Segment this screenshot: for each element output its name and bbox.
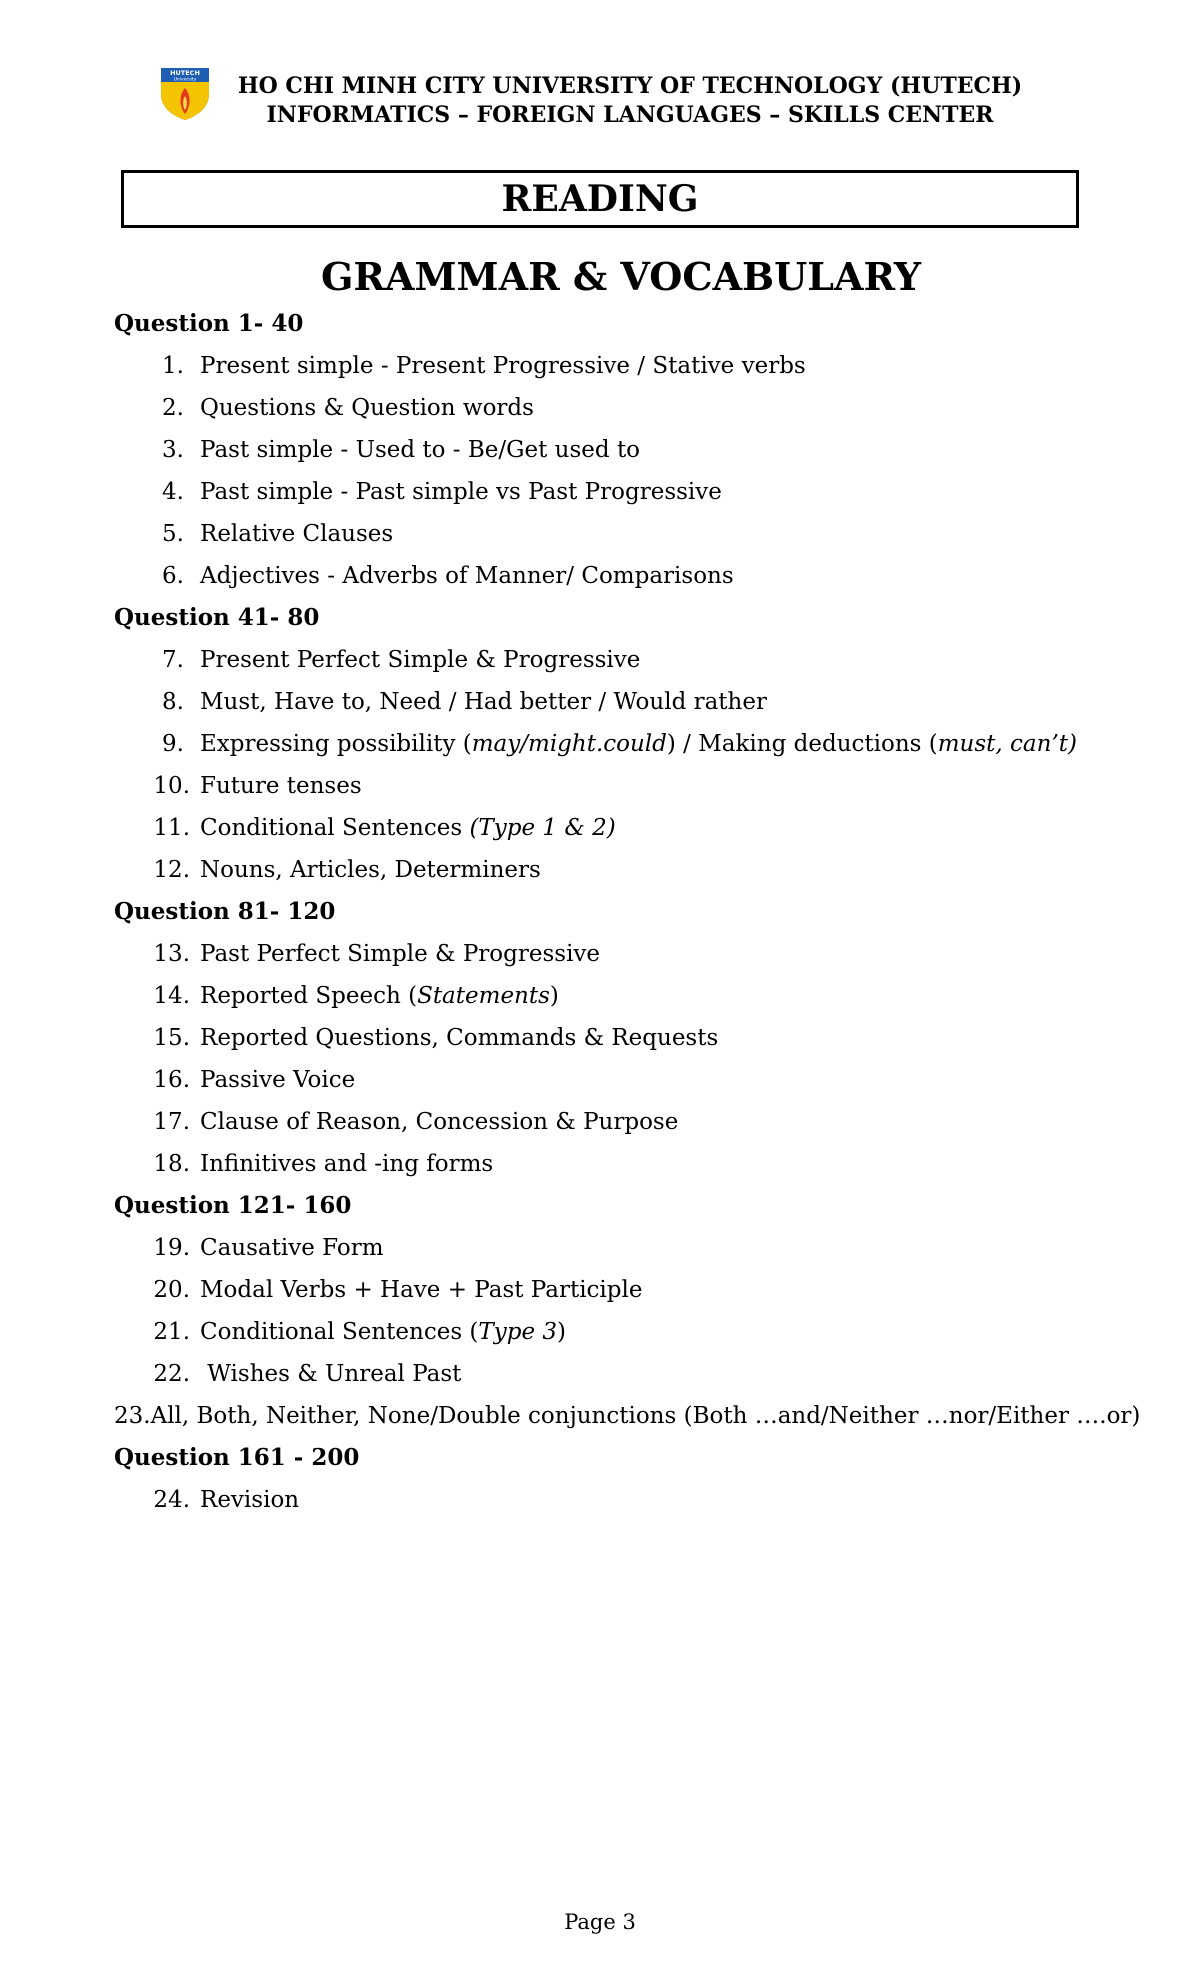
document-header [220,72,1040,130]
section-heading: Question 81- 120 [114,898,336,925]
item-number: 4. [162,479,184,505]
logo-text: HUTECH [170,69,200,77]
list-item [114,1311,1094,1353]
item-number: 20. [153,1277,190,1303]
item-text [200,1311,566,1353]
list-item [114,471,1094,513]
item-number: 7. [162,647,184,673]
item-text-segment: Reported Questions, Commands & Requests [200,1025,719,1051]
item-number: 1. [162,353,184,379]
item-text-segment: Reported Speech ( [200,983,418,1009]
item-number: 8. [162,689,184,715]
header-university: HO CHI MINH CITY UNIVERSITY OF TECHNOLOGY (HUTECH) [237,73,1023,99]
item-text-segment: Revision [200,1487,300,1513]
item-number: 15. [153,1025,190,1051]
section-heading: Question 161 - 200 [114,1444,360,1471]
item-text [200,1353,461,1395]
list-item [114,807,1094,849]
reading-title: READING [501,178,699,220]
item-text [200,345,806,387]
item-text-segment: ) / Making deductions ( [666,731,938,757]
item-number: 16. [153,1067,190,1093]
list-item [114,681,1094,723]
list-item [114,1395,1141,1437]
item-number: 21. [153,1319,190,1345]
list-item [114,555,1094,597]
item-number: 14. [153,983,190,1009]
item-text-segment: Relative Clauses [200,521,394,547]
item-number: 22. [153,1361,190,1387]
item-text-segment: Conditional Sentences ( [200,1319,479,1345]
list-item [114,1101,1094,1143]
item-text [200,681,767,723]
item-number: 24. [153,1487,190,1513]
item-text-segment: Present simple - Present Progressive / Stative verbs [200,353,806,379]
list-item [114,345,1094,387]
item-text [200,1059,355,1101]
main-title: GRAMMAR & VOCABULARY [320,254,922,299]
item-text-segment: ) [557,1319,567,1345]
list-item [114,639,1094,681]
item-text-segment: Past simple - Used to - Be/Get used to [200,437,641,463]
item-text [200,387,534,429]
item-number: 6. [162,563,184,589]
topic-list [114,303,1141,1521]
item-number: 2. [162,395,184,421]
item-text [151,1395,1141,1437]
item-text [200,975,559,1017]
item-number: 18. [153,1151,190,1177]
item-text-segment: ) [549,983,559,1009]
item-text [200,933,600,975]
list-item [114,849,1094,891]
item-number: 11. [153,815,190,841]
section-heading: Question 121- 160 [114,1192,352,1219]
item-text-italic: (Type 1 & 2) [469,815,616,841]
list-item [114,1269,1094,1311]
item-text-italic: Type 3 [478,1319,558,1345]
item-number: 23. [114,1403,151,1429]
page-number: Page 3 [564,1910,636,1934]
section-heading: Question 1- 40 [114,310,304,337]
item-text [200,1269,642,1311]
list-item [114,933,1094,975]
item-text [200,807,616,849]
item-text [200,765,362,807]
item-text [200,1227,384,1269]
list-item [114,723,1094,765]
item-text [200,849,541,891]
list-item [114,429,1094,471]
item-text [200,555,734,597]
item-number: 5. [162,521,184,547]
item-text-segment: Adjectives - Adverbs of Manner/ Comparisons [200,563,734,589]
list-item [114,513,1094,555]
item-text-segment: Causative Form [200,1235,384,1261]
reading-title-box [121,170,1079,228]
item-text [200,723,1077,765]
item-text-italic: may/might.could [471,731,667,757]
list-item [114,387,1094,429]
item-text-segment: Conditional Sentences [200,815,470,841]
item-text-italic: Statements [417,983,550,1009]
item-text-italic: must, can’t) [937,731,1077,757]
item-text-segment: Passive Voice [200,1067,356,1093]
item-text-segment: Must, Have to, Need / Had better / Would rather [200,689,767,715]
item-text [200,513,393,555]
item-number: 12. [153,857,190,883]
item-text-segment: Clause of Reason, Concession & Purpose [200,1109,679,1135]
item-text [200,639,640,681]
item-text-segment: Infinitives and -ing forms [200,1151,494,1177]
header-center: INFORMATICS – FOREIGN LANGUAGES – SKILLS CENTER [266,102,994,128]
item-number: 10. [153,773,190,799]
item-text-segment: Questions & Question words [200,395,534,421]
item-text-segment: Past simple - Past simple vs Past Progressive [200,479,722,505]
item-number: 9. [162,731,184,757]
item-text [200,471,722,513]
hutech-logo [156,64,214,122]
item-number: 3. [162,437,184,463]
section-heading: Question 41- 80 [114,604,320,631]
list-item [114,975,1094,1017]
list-item [114,1353,1094,1395]
list-item [114,765,1094,807]
item-text [200,1017,718,1059]
list-item [114,1479,1094,1521]
item-text-segment: Future tenses [200,773,362,799]
item-text [200,1143,493,1185]
list-item [114,1143,1094,1185]
item-number: 19. [153,1235,190,1261]
item-number: 17. [153,1109,190,1135]
list-item [114,1059,1094,1101]
item-text-segment: Expressing possibility ( [200,731,472,757]
item-text [200,429,640,471]
item-text [200,1479,299,1521]
item-text-segment: Wishes & Unreal Past [200,1361,462,1387]
item-text-segment: Modal Verbs + Have + Past Participle [200,1277,643,1303]
logo-subtext: University [173,77,197,83]
list-item [114,1227,1094,1269]
item-number: 13. [153,941,190,967]
item-text-segment: All, Both, Neither, None/Double conjunctions (Both …and/Neither …nor/Either ….or) [150,1403,1141,1429]
item-text-segment: Past Perfect Simple & Progressive [200,941,601,967]
list-item [114,1017,1094,1059]
item-text-segment: Present Perfect Simple & Progressive [200,647,641,673]
item-text [200,1101,678,1143]
hutech-shield-icon [156,64,214,122]
item-text-segment: Nouns, Articles, Determiners [200,857,541,883]
